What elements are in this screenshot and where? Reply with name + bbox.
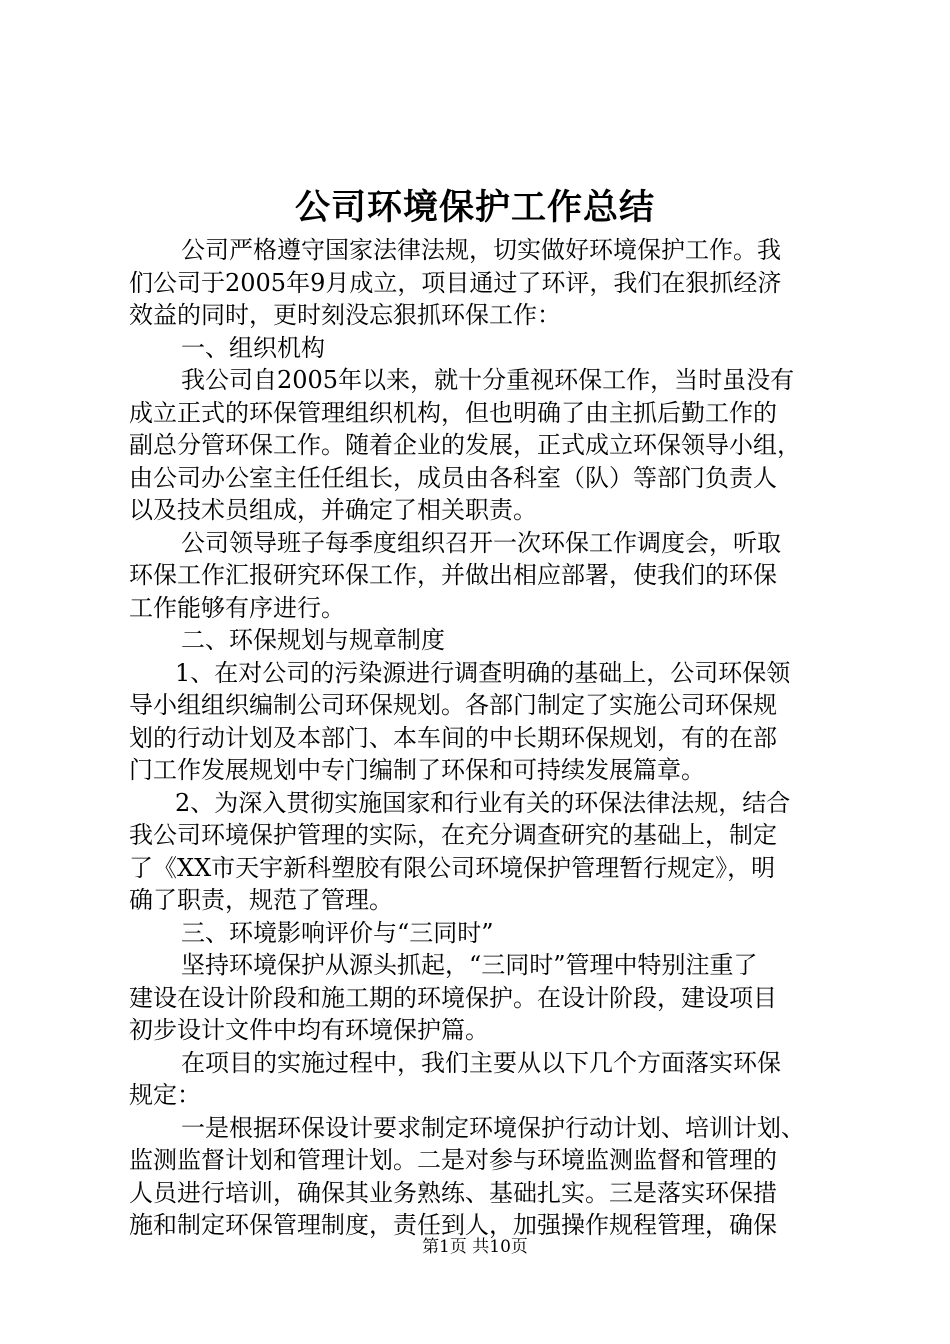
- paragraph-line: 在项目的实施过程中，我们主要从以下几个方面落实环保: [181, 1048, 781, 1077]
- paragraph-line: 由公司办公室主任任组长，成员由各科室（队）等部门负责人: [129, 463, 777, 492]
- paragraph-line: 门工作发展规划中专门编制了环保和可持续发展篇章。: [129, 756, 705, 784]
- paragraph-line: 工作能够有序进行。: [129, 593, 345, 622]
- paragraph-line: 副总分管环保工作。随着企业的发展，正式成立环保领导小组，: [129, 431, 801, 459]
- paragraph-line: 公司领导班子每季度组织召开一次环保工作调度会，听取: [181, 528, 781, 557]
- paragraph-line: 效益的同时，更时刻没忘狠抓环保工作：: [129, 301, 561, 329]
- paragraph-line: 初步设计文件中均有环境保护篇。: [129, 1016, 489, 1044]
- document-title: 公司环境保护工作总结: [294, 187, 655, 228]
- section-heading: 三、环境影响评价与“三同时”: [181, 918, 494, 947]
- paragraph-line: 建设在设计阶段和施工期的环境保护。在设计阶段，建设项目: [129, 983, 777, 1012]
- paragraph-line: 一是根据环保设计要求制定环境保护行动计划、培训计划、: [181, 1113, 805, 1142]
- paragraph-line: 公司严格遵守国家法律法规，切实做好环境保护工作。我: [181, 236, 781, 264]
- paragraph-line: 监测监督计划和管理计划。二是对参与环境监测监督和管理的: [129, 1146, 777, 1174]
- paragraph-line: 划的行动计划及本部门、本车间的中长期环保规划，有的在部: [129, 723, 777, 752]
- paragraph-line: 环保工作汇报研究环保工作，并做出相应部署，使我们的环保: [129, 561, 777, 589]
- paragraph-line: 2、为深入贯彻实施国家和行业有关的环保法律法规，结合: [175, 788, 791, 817]
- paragraph-line: 我公司自2005年以来，就十分重视环保工作，当时虽没有: [181, 366, 795, 394]
- paragraph-line: 我公司环境保护管理的实际，在充分调查研究的基础上，制定: [129, 821, 777, 849]
- document-body: [129, 234, 833, 1242]
- section-heading: 二、环保规划与规章制度: [181, 626, 445, 654]
- paragraph-line: 施和制定环保管理制度，责任到人，加强操作规程管理，确保: [129, 1211, 777, 1239]
- paragraph-line: 导小组组织编制公司环保规划。各部门制定了实施公司环保规: [129, 691, 777, 719]
- page-number: 第1页 共10页: [422, 1237, 528, 1257]
- paragraph-line: 人员进行培训，确保其业务熟练、基础扎实。三是落实环保措: [129, 1178, 777, 1207]
- paragraph-line: 们公司于2005年9月成立，项目通过了环评，我们在狠抓经济: [129, 268, 782, 297]
- paragraph-line: 了《XX市天宇新科塑胶有限公司环境保护管理暂行规定》，明: [129, 853, 776, 882]
- paragraph-line: 坚持环境保护从源头抓起，“三同时”管理中特别注重了: [181, 951, 758, 979]
- paragraph-line: 1、在对公司的污染源进行调查明确的基础上，公司环保领: [175, 658, 791, 687]
- paragraph-line: 确了职责，规范了管理。: [129, 886, 393, 914]
- paragraph-line: 成立正式的环保管理组织机构，但也明确了由主抓后勤工作的: [129, 398, 777, 427]
- section-heading: 一、组织机构: [181, 333, 325, 362]
- paragraph-line: 规定：: [129, 1081, 201, 1109]
- paragraph-line: 以及技术员组成，并确定了相关职责。: [129, 496, 537, 524]
